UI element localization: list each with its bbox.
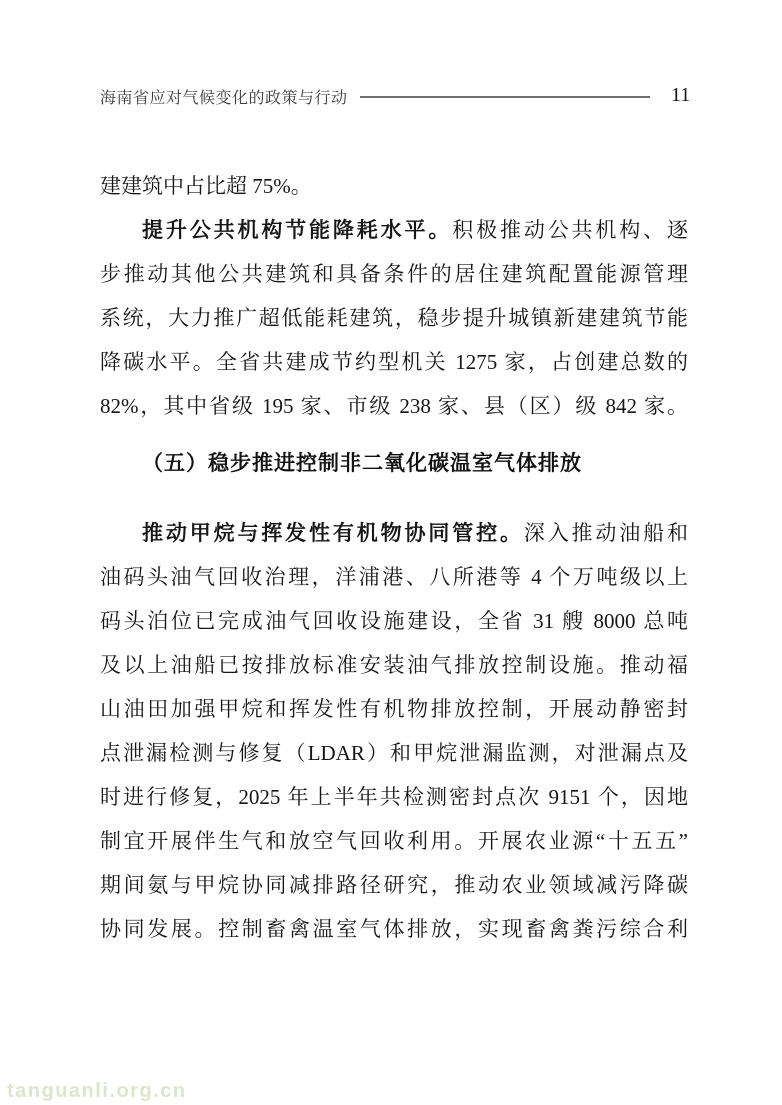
body-line: 山油田加强甲烷和挥发性有机物排放控制，开展动静密封 xyxy=(100,697,688,721)
header-title: 海南省应对气候变化的政策与行动 xyxy=(100,90,348,107)
watermark-url: tanguanli.org.cn xyxy=(7,1080,187,1102)
paragraph-lead-bold: 提升公共机构节能降耗水平。 xyxy=(142,218,453,242)
body-line xyxy=(100,208,688,252)
body-line: 降碳水平。全省共建成节约型机关 1275 家，占创建总数的 xyxy=(100,350,688,374)
body-line: 码头泊位已完成油气回收设施建设，全省 31 艘 8000 总吨 xyxy=(100,609,688,633)
body-line: 系统，大力推广超低能耗建筑，稳步提升城镇新建建筑节能 xyxy=(100,306,688,330)
body-line xyxy=(100,511,688,555)
page-content xyxy=(100,164,688,951)
section-heading: （五）稳步推进控制非二氧化碳温室气体排放 xyxy=(142,451,582,475)
paragraph-lead-bold: 推动甲烷与挥发性有机物协同管控。 xyxy=(142,521,524,545)
body-line: 油码头油气回收治理，洋浦港、八所港等 4 个万吨级以上 xyxy=(100,565,688,589)
body-line: 协同发展。控制畜禽温室气体排放，实现畜禽粪污综合利 xyxy=(100,917,688,941)
body-line: 步推动其他公共建筑和具备条件的居住建筑配置能源管理 xyxy=(100,262,688,286)
body-line: 建建筑中占比超 75%。 xyxy=(100,174,312,198)
paragraph-methane-voc xyxy=(100,511,688,951)
header-rule xyxy=(360,96,650,98)
body-line: 期间氨与甲烷协同减排路径研究，推动农业领域减污降碳 xyxy=(100,873,688,897)
page-number: 11 xyxy=(671,84,691,106)
body-line: 制宜开展伴生气和放空气回收利用。开展农业源“十五五” xyxy=(100,829,688,853)
body-line-text: 积极推动公共机构、逐 xyxy=(452,218,689,242)
body-line: 时进行修复，2025 年上半年共检测密封点次 9151 个，因地 xyxy=(100,785,688,809)
body-line: 点泄漏检测与修复（LDAR）和甲烷泄漏监测，对泄漏点及 xyxy=(100,741,688,765)
body-line: 及以上油船已按排放标准安装油气排放控制设施。推动福 xyxy=(100,653,688,677)
body-line-text: 深入推动油船和 xyxy=(523,521,689,545)
body-line: 82%，其中省级 195 家、市级 238 家、县（区）级 842 家。 xyxy=(100,394,688,418)
paragraph-public-institutions xyxy=(100,208,688,428)
